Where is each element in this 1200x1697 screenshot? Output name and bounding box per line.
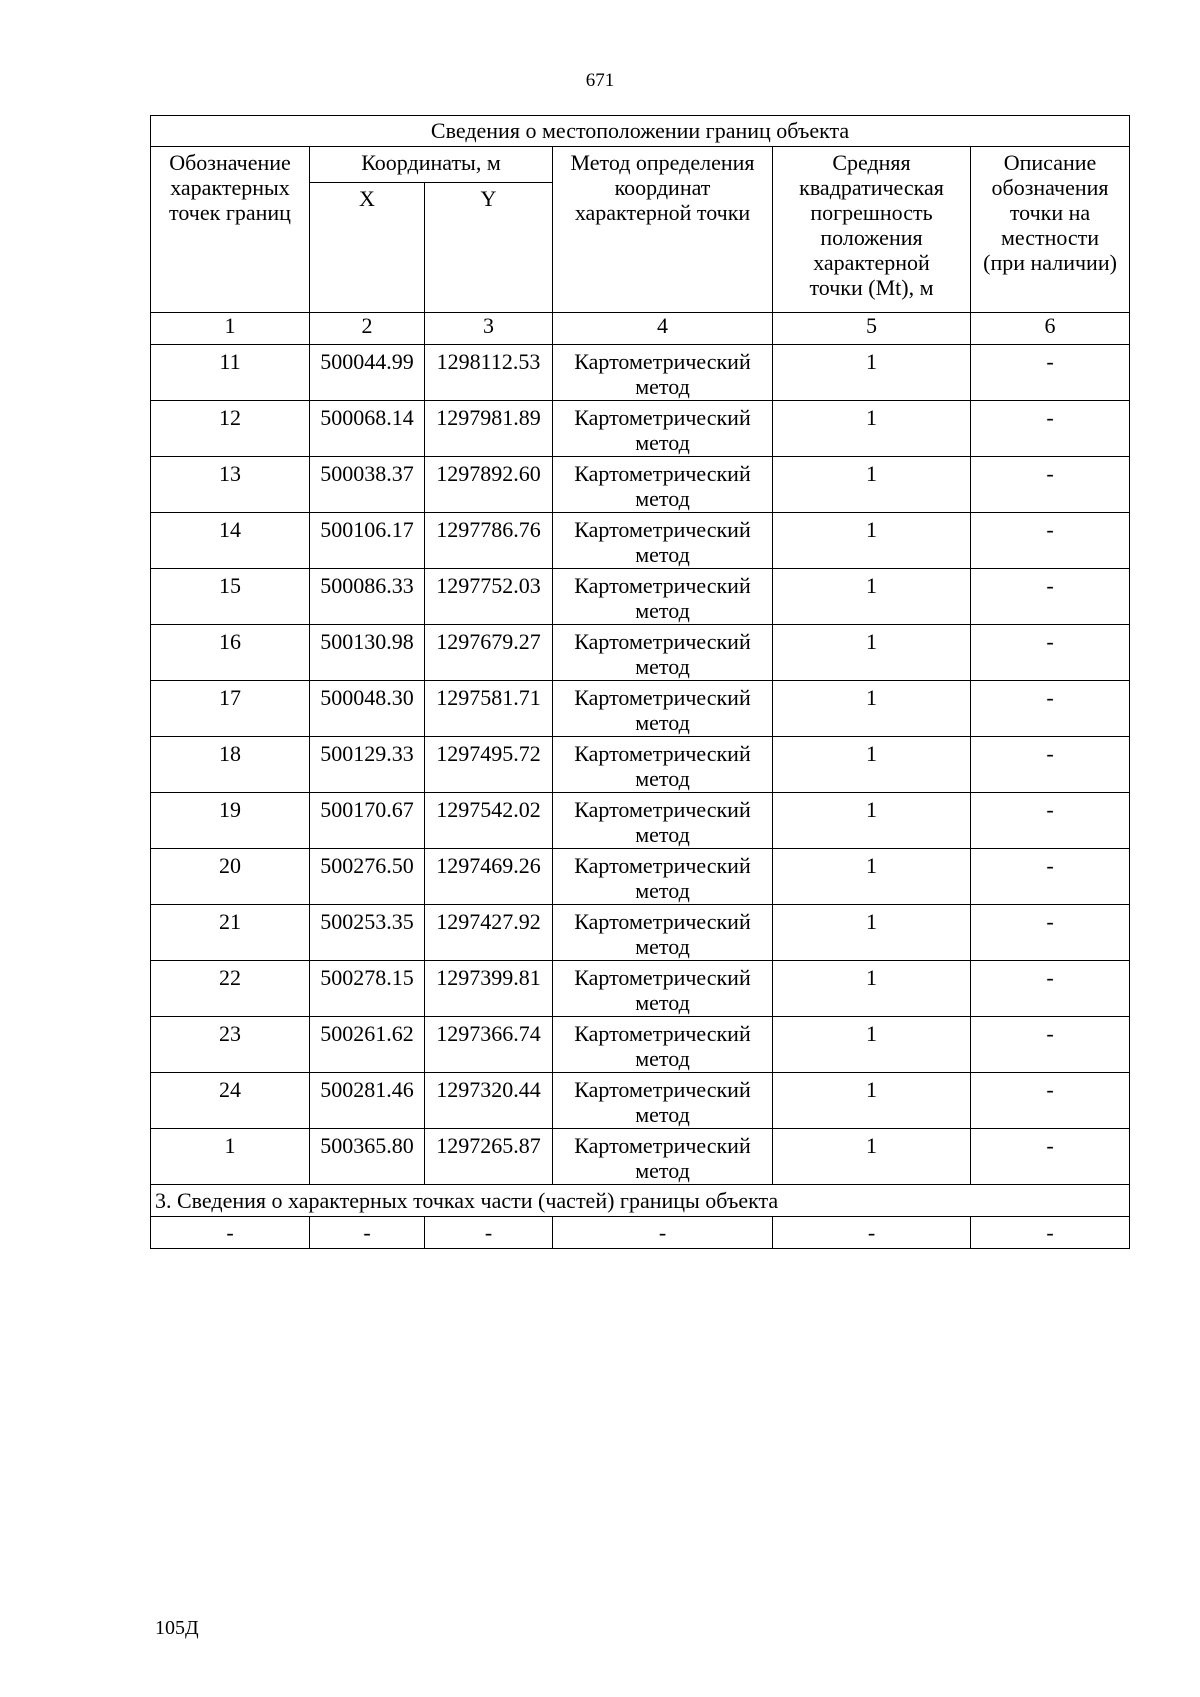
x-cell: 500253.35 [310, 905, 425, 961]
point-cell: 19 [151, 793, 310, 849]
point-cell: 22 [151, 961, 310, 1017]
method-line: метод [635, 990, 690, 1015]
error-cell: 1 [773, 1073, 971, 1129]
method-line: метод [635, 542, 690, 567]
method-cell [553, 905, 773, 961]
x-cell: 500170.67 [310, 793, 425, 849]
method-line: Картометрический [574, 1133, 751, 1158]
table-row [151, 1017, 1130, 1073]
point-cell: 14 [151, 513, 310, 569]
point-cell: 13 [151, 457, 310, 513]
header-error [773, 147, 971, 313]
column-number: 2 [310, 313, 425, 345]
y-cell: 1297469.26 [425, 849, 553, 905]
method-line: метод [635, 1046, 690, 1071]
method-line: Картометрический [574, 853, 751, 878]
header-description-line: Описание [1003, 150, 1097, 175]
header-error-line: характерной [813, 250, 930, 275]
method-cell [553, 1017, 773, 1073]
header-method-line: Метод определения [570, 150, 755, 175]
method-line: метод [635, 374, 690, 399]
header-error-line: погрешность [810, 200, 933, 225]
x-cell: 500261.62 [310, 1017, 425, 1073]
header-method-line: характерной точки [574, 200, 751, 225]
section-3-cell: - [151, 1217, 310, 1249]
method-cell [553, 569, 773, 625]
method-cell [553, 1129, 773, 1185]
x-cell: 500068.14 [310, 401, 425, 457]
method-line: Картометрический [574, 797, 751, 822]
point-cell: 24 [151, 1073, 310, 1129]
method-line: Картометрический [574, 965, 751, 990]
column-number: 1 [151, 313, 310, 345]
description-cell: - [971, 849, 1130, 905]
method-line: Картометрический [574, 517, 751, 542]
method-line: метод [635, 710, 690, 735]
method-line: метод [635, 486, 690, 511]
section-3-cell: - [310, 1217, 425, 1249]
method-line: Картометрический [574, 1077, 751, 1102]
method-line: метод [635, 878, 690, 903]
description-cell: - [971, 737, 1130, 793]
y-cell: 1297892.60 [425, 457, 553, 513]
method-cell [553, 625, 773, 681]
section-3-title: 3. Сведения о характерных точках части (частей) границы объекта [151, 1185, 1130, 1217]
method-line: метод [635, 1102, 690, 1127]
table-title: Сведения о местоположении границ объекта [151, 116, 1130, 147]
y-cell: 1297265.87 [425, 1129, 553, 1185]
error-cell: 1 [773, 457, 971, 513]
table-row [151, 345, 1130, 401]
method-cell [553, 513, 773, 569]
table-row [151, 513, 1130, 569]
boundary-table [150, 115, 1130, 1249]
point-cell: 17 [151, 681, 310, 737]
point-cell: 20 [151, 849, 310, 905]
description-cell: - [971, 1129, 1130, 1185]
table-row [151, 1073, 1130, 1129]
header-description-line: (при наличии) [983, 250, 1117, 275]
column-number-row [151, 313, 1130, 345]
column-number: 6 [971, 313, 1130, 345]
y-cell: 1297399.81 [425, 961, 553, 1017]
header-error-line: точки (Mt), м [809, 275, 934, 300]
description-cell: - [971, 1017, 1130, 1073]
x-cell: 500365.80 [310, 1129, 425, 1185]
method-line: Картометрический [574, 405, 751, 430]
point-cell: 15 [151, 569, 310, 625]
section-3-cell: - [773, 1217, 971, 1249]
method-line: метод [635, 654, 690, 679]
section-3-cell: - [971, 1217, 1130, 1249]
description-cell: - [971, 681, 1130, 737]
y-cell: 1297366.74 [425, 1017, 553, 1073]
description-cell: - [971, 1073, 1130, 1129]
header-error-line: квадратическая [799, 175, 944, 200]
error-cell: 1 [773, 569, 971, 625]
method-line: Картометрический [574, 461, 751, 486]
error-cell: 1 [773, 793, 971, 849]
method-line: метод [635, 1158, 690, 1183]
x-cell: 500276.50 [310, 849, 425, 905]
method-cell [553, 961, 773, 1017]
header-coordinates: Координаты, м [310, 147, 553, 183]
y-cell: 1297427.92 [425, 905, 553, 961]
method-line: Картометрический [574, 573, 751, 598]
column-number: 3 [425, 313, 553, 345]
x-cell: 500038.37 [310, 457, 425, 513]
section-3-row [151, 1217, 1130, 1249]
method-line: Картометрический [574, 685, 751, 710]
section-3-cell: - [425, 1217, 553, 1249]
y-cell: 1297495.72 [425, 737, 553, 793]
error-cell: 1 [773, 961, 971, 1017]
header-method-line: координат [614, 175, 711, 200]
error-cell: 1 [773, 737, 971, 793]
method-line: метод [635, 766, 690, 791]
method-cell [553, 457, 773, 513]
point-cell: 1 [151, 1129, 310, 1185]
y-cell: 1297679.27 [425, 625, 553, 681]
method-line: метод [635, 598, 690, 623]
description-cell: - [971, 569, 1130, 625]
description-cell: - [971, 345, 1130, 401]
error-cell: 1 [773, 1129, 971, 1185]
column-number: 4 [553, 313, 773, 345]
method-line: метод [635, 934, 690, 959]
method-cell [553, 737, 773, 793]
header-error-line: положения [820, 225, 923, 250]
table-row [151, 569, 1130, 625]
error-cell: 1 [773, 401, 971, 457]
method-line: метод [635, 822, 690, 847]
method-cell [553, 401, 773, 457]
error-cell: 1 [773, 1017, 971, 1073]
table-row [151, 849, 1130, 905]
method-line: Картометрический [574, 629, 751, 654]
method-line: Картометрический [574, 741, 751, 766]
error-cell: 1 [773, 849, 971, 905]
table-row [151, 681, 1130, 737]
point-cell: 23 [151, 1017, 310, 1073]
error-cell: 1 [773, 681, 971, 737]
header-designation-line: точек границ [169, 200, 291, 225]
method-cell [553, 849, 773, 905]
error-cell: 1 [773, 513, 971, 569]
y-cell: 1298112.53 [425, 345, 553, 401]
table-row [151, 961, 1130, 1017]
y-cell: 1297581.71 [425, 681, 553, 737]
header-designation [151, 147, 310, 313]
method-cell [553, 1073, 773, 1129]
method-line: Картометрический [574, 909, 751, 934]
x-cell: 500281.46 [310, 1073, 425, 1129]
y-cell: 1297981.89 [425, 401, 553, 457]
error-cell: 1 [773, 625, 971, 681]
method-line: метод [635, 430, 690, 455]
description-cell: - [971, 961, 1130, 1017]
header-designation-line: Обозначение [169, 150, 291, 175]
method-cell [553, 345, 773, 401]
column-number: 5 [773, 313, 971, 345]
x-cell: 500278.15 [310, 961, 425, 1017]
method-line: Картометрический [574, 1021, 751, 1046]
error-cell: 1 [773, 345, 971, 401]
description-cell: - [971, 793, 1130, 849]
header-designation-line: характерных [170, 175, 290, 200]
y-cell: 1297542.02 [425, 793, 553, 849]
method-line: Картометрический [574, 349, 751, 374]
header-x: X [310, 183, 425, 313]
y-cell: 1297320.44 [425, 1073, 553, 1129]
header-y: Y [425, 183, 553, 313]
header-method [553, 147, 773, 313]
point-cell: 12 [151, 401, 310, 457]
table-row [151, 457, 1130, 513]
header-description-line: точки на [1009, 200, 1091, 225]
description-cell: - [971, 513, 1130, 569]
x-cell: 500106.17 [310, 513, 425, 569]
header-description-line: обозначения [991, 175, 1109, 200]
description-cell: - [971, 457, 1130, 513]
point-cell: 11 [151, 345, 310, 401]
description-cell: - [971, 625, 1130, 681]
table-row [151, 905, 1130, 961]
point-cell: 16 [151, 625, 310, 681]
description-cell: - [971, 401, 1130, 457]
y-cell: 1297786.76 [425, 513, 553, 569]
y-cell: 1297752.03 [425, 569, 553, 625]
method-cell [553, 793, 773, 849]
x-cell: 500129.33 [310, 737, 425, 793]
method-cell [553, 681, 773, 737]
header-error-line: Средняя [832, 150, 911, 175]
description-cell: - [971, 905, 1130, 961]
x-cell: 500086.33 [310, 569, 425, 625]
footer-code: 105Д [155, 1617, 199, 1639]
x-cell: 500048.30 [310, 681, 425, 737]
table-row [151, 737, 1130, 793]
table-row [151, 793, 1130, 849]
header-description [971, 147, 1130, 313]
header-description-line: местности [1000, 225, 1100, 250]
error-cell: 1 [773, 905, 971, 961]
page-number: 671 [585, 70, 615, 91]
table-row [151, 1129, 1130, 1185]
data-rows [151, 345, 1130, 1185]
x-cell: 500044.99 [310, 345, 425, 401]
section-3-cell: - [553, 1217, 773, 1249]
table-row [151, 401, 1130, 457]
point-cell: 18 [151, 737, 310, 793]
x-cell: 500130.98 [310, 625, 425, 681]
table-row [151, 625, 1130, 681]
point-cell: 21 [151, 905, 310, 961]
